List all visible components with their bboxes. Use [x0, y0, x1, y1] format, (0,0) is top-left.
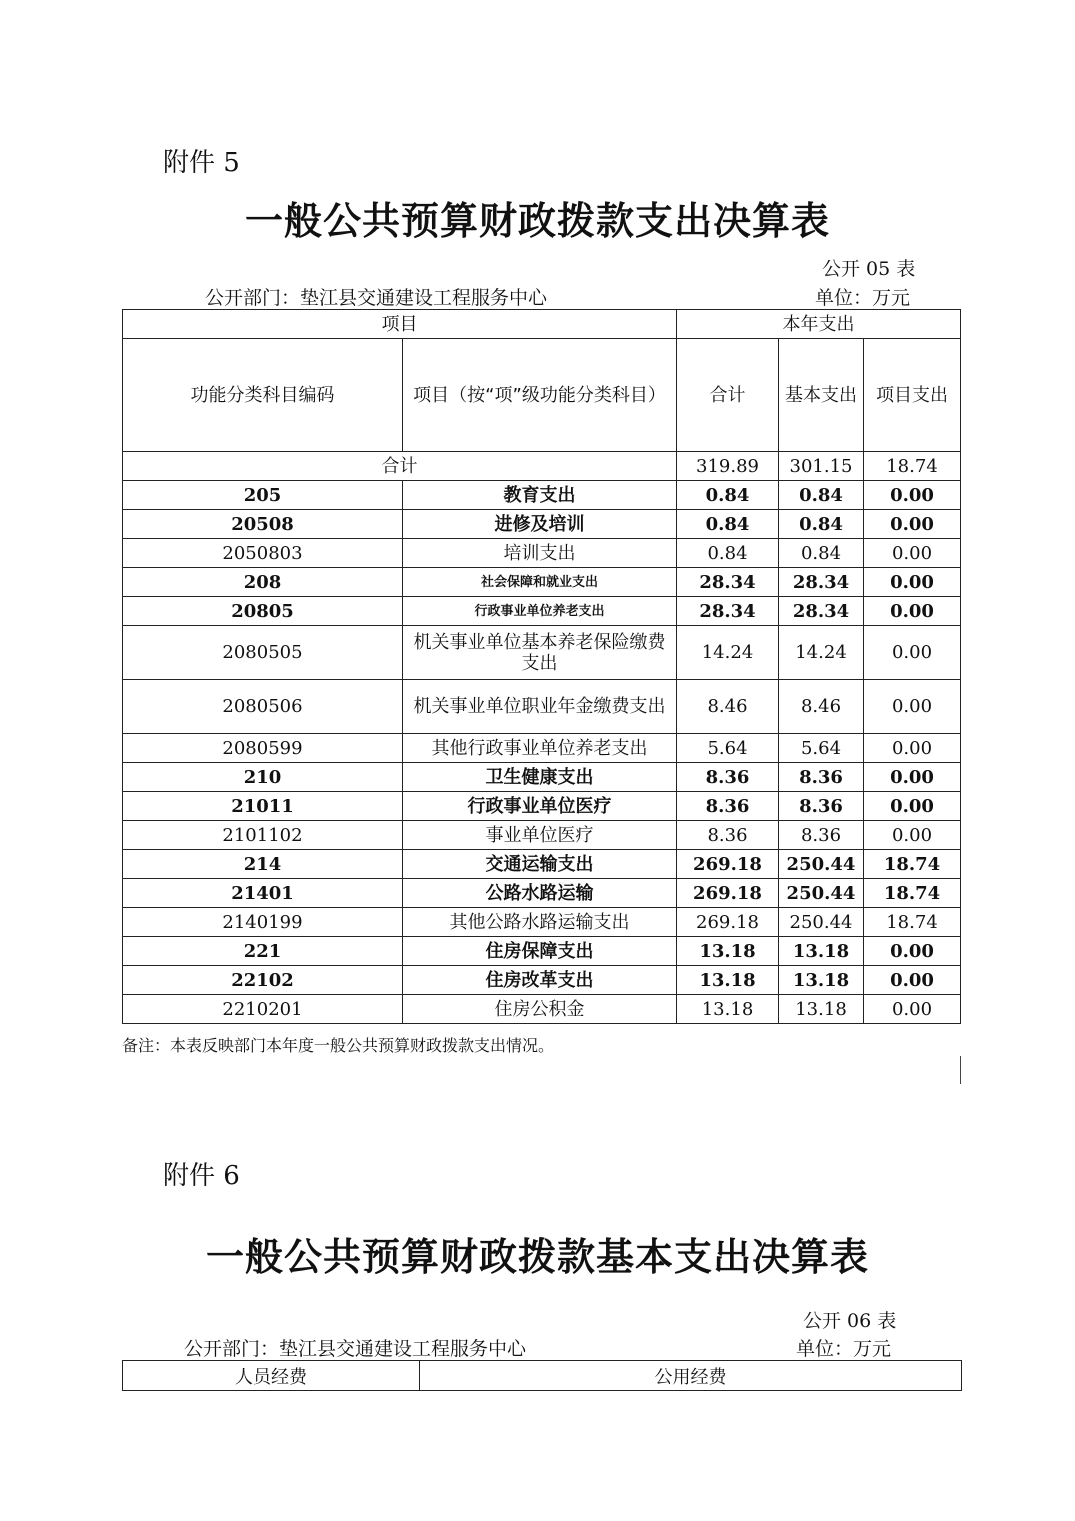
- row-basic: 14.24: [779, 626, 864, 680]
- row-basic: 250.44: [779, 850, 864, 879]
- row-basic: 0.84: [779, 481, 864, 510]
- total-row: [123, 452, 961, 481]
- row-code: 2140199: [123, 908, 403, 937]
- row-project: 18.74: [864, 879, 961, 908]
- row-basic: 8.46: [779, 680, 864, 734]
- attachment5-title: 一般公共预算财政拨款支出决算表: [244, 198, 830, 243]
- row-name: 住房改革支出: [403, 966, 677, 995]
- row-code: 21011: [123, 792, 403, 821]
- row-code: 20805: [123, 597, 403, 626]
- row-project: 0.00: [864, 481, 961, 510]
- table-row: [123, 792, 961, 821]
- row-project: 0.00: [864, 995, 961, 1024]
- header-personnel: 人员经费: [123, 1361, 420, 1391]
- row-name: 教育支出: [403, 481, 677, 510]
- table-row: [123, 597, 961, 626]
- row-total: 28.34: [677, 597, 779, 626]
- row-code: 2080506: [123, 680, 403, 734]
- total-label: 合计: [123, 452, 677, 481]
- attachment5-label: 附件 5: [163, 148, 240, 178]
- row-name: 机关事业单位职业年金缴费支出: [403, 680, 677, 734]
- attachment6-title: 一般公共预算财政拨款基本支出决算表: [205, 1234, 869, 1279]
- attachment6-label: 附件 6: [163, 1161, 240, 1191]
- table-row: [123, 995, 961, 1024]
- table-row: [123, 908, 961, 937]
- row-name: 公路水路运输: [403, 879, 677, 908]
- header-total: 合计: [677, 339, 779, 452]
- row-code: 205: [123, 481, 403, 510]
- row-total: 8.36: [677, 763, 779, 792]
- row-project: 0.00: [864, 763, 961, 792]
- row-code: 210: [123, 763, 403, 792]
- row-project: 0.00: [864, 792, 961, 821]
- row-code: 2080505: [123, 626, 403, 680]
- row-project: 0.00: [864, 626, 961, 680]
- row-basic: 0.84: [779, 510, 864, 539]
- row-basic: 5.64: [779, 734, 864, 763]
- row-project: 0.00: [864, 821, 961, 850]
- header-project: 项目: [123, 310, 677, 339]
- header-name: 项目（按“项”级功能分类科目）: [403, 339, 677, 452]
- row-name: 社会保障和就业支出: [403, 568, 677, 597]
- table-row: [123, 734, 961, 763]
- row-basic: 28.34: [779, 597, 864, 626]
- row-total: 8.46: [677, 680, 779, 734]
- attachment5-unit: 单位：万元: [815, 287, 911, 309]
- header-code: 功能分类科目编码: [123, 339, 403, 452]
- row-name: 机关事业单位基本养老保险缴费支出: [403, 626, 677, 680]
- row-total: 13.18: [677, 937, 779, 966]
- header-project-expense: 项目支出: [864, 339, 961, 452]
- table-row: [123, 850, 961, 879]
- budget-table: [122, 309, 961, 1024]
- row-basic: 13.18: [779, 995, 864, 1024]
- row-total: 8.36: [677, 821, 779, 850]
- row-name: 交通运输支出: [403, 850, 677, 879]
- table-row: [123, 763, 961, 792]
- total-basic: 301.15: [779, 452, 864, 481]
- row-total: 0.84: [677, 510, 779, 539]
- row-code: 208: [123, 568, 403, 597]
- row-name: 其他公路水路运输支出: [403, 908, 677, 937]
- row-name: 进修及培训: [403, 510, 677, 539]
- row-total: 28.34: [677, 568, 779, 597]
- row-basic: 8.36: [779, 792, 864, 821]
- row-project: 0.00: [864, 680, 961, 734]
- row-total: 13.18: [677, 966, 779, 995]
- table-row: [123, 821, 961, 850]
- row-total: 269.18: [677, 850, 779, 879]
- header-public: 公用经费: [420, 1361, 962, 1391]
- total-value: 319.89: [677, 452, 779, 481]
- row-project: 18.74: [864, 850, 961, 879]
- row-basic: 13.18: [779, 937, 864, 966]
- row-total: 13.18: [677, 995, 779, 1024]
- row-total: 269.18: [677, 879, 779, 908]
- row-total: 0.84: [677, 481, 779, 510]
- attachment6-table-no: 公开 06 表: [803, 1310, 897, 1332]
- attachment5-note: 备注：本表反映部门本年度一般公共预算财政拨款支出情况。: [122, 1036, 555, 1055]
- total-project: 18.74: [864, 452, 961, 481]
- row-project: 0.00: [864, 597, 961, 626]
- row-project: 18.74: [864, 908, 961, 937]
- row-name: 住房保障支出: [403, 937, 677, 966]
- row-code: 2210201: [123, 995, 403, 1024]
- row-name: 行政事业单位养老支出: [403, 597, 677, 626]
- row-name: 事业单位医疗: [403, 821, 677, 850]
- row-project: 0.00: [864, 568, 961, 597]
- row-total: 5.64: [677, 734, 779, 763]
- row-code: 20508: [123, 510, 403, 539]
- row-total: 269.18: [677, 908, 779, 937]
- row-total: 14.24: [677, 626, 779, 680]
- row-code: 221: [123, 937, 403, 966]
- margin-mark: [960, 1056, 961, 1084]
- row-code: 22102: [123, 966, 403, 995]
- attachment6-department: 公开部门：垫江县交通建设工程服务中心: [184, 1338, 527, 1360]
- row-total: 8.36: [677, 792, 779, 821]
- row-name: 卫生健康支出: [403, 763, 677, 792]
- attachment5-department: 公开部门：垫江县交通建设工程服务中心: [205, 287, 548, 309]
- row-basic: 250.44: [779, 908, 864, 937]
- row-name: 培训支出: [403, 539, 677, 568]
- basic-expense-table: [122, 1360, 962, 1391]
- row-basic: 8.36: [779, 763, 864, 792]
- row-code: 2050803: [123, 539, 403, 568]
- row-total: 0.84: [677, 539, 779, 568]
- table-row: [123, 510, 961, 539]
- row-basic: 8.36: [779, 821, 864, 850]
- row-code: 2101102: [123, 821, 403, 850]
- row-basic: 13.18: [779, 966, 864, 995]
- row-name: 住房公积金: [403, 995, 677, 1024]
- table-row: [123, 481, 961, 510]
- row-name: 行政事业单位医疗: [403, 792, 677, 821]
- table-row: [123, 539, 961, 568]
- table-row: [123, 680, 961, 734]
- table-row: [123, 937, 961, 966]
- header-basic: 基本支出: [779, 339, 864, 452]
- header-current-year: 本年支出: [677, 310, 961, 339]
- table-row: [123, 568, 961, 597]
- attachment5-table-no: 公开 05 表: [822, 258, 916, 280]
- table-row: [123, 966, 961, 995]
- row-code: 21401: [123, 879, 403, 908]
- row-basic: 0.84: [779, 539, 864, 568]
- row-project: 0.00: [864, 937, 961, 966]
- row-project: 0.00: [864, 734, 961, 763]
- row-code: 214: [123, 850, 403, 879]
- row-project: 0.00: [864, 510, 961, 539]
- row-project: 0.00: [864, 539, 961, 568]
- row-basic: 28.34: [779, 568, 864, 597]
- row-name: 其他行政事业单位养老支出: [403, 734, 677, 763]
- table-row: [123, 879, 961, 908]
- row-basic: 250.44: [779, 879, 864, 908]
- attachment6-unit: 单位：万元: [796, 1338, 892, 1360]
- table-row: [123, 626, 961, 680]
- row-project: 0.00: [864, 966, 961, 995]
- row-code: 2080599: [123, 734, 403, 763]
